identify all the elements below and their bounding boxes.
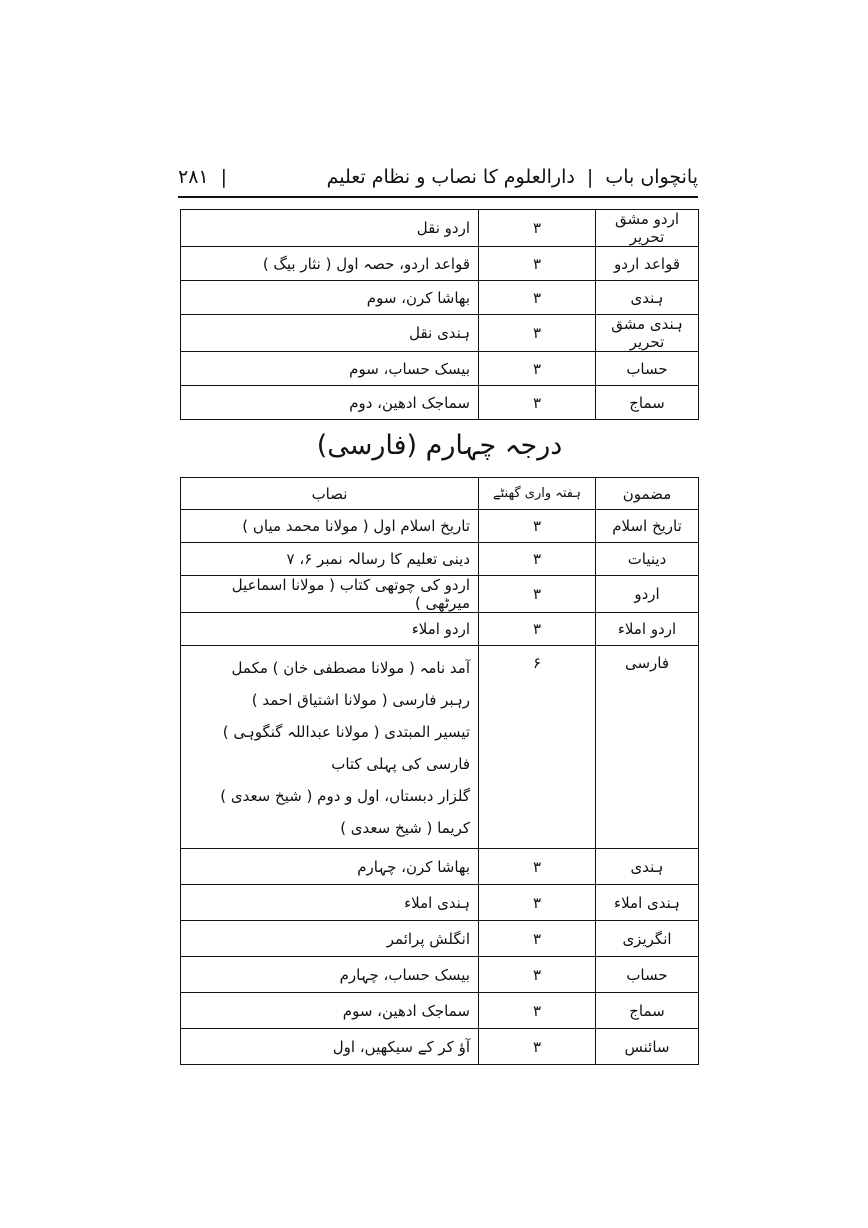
hours-cell: ۳ xyxy=(479,210,596,247)
subject-cell: سماج xyxy=(596,993,699,1029)
hours-cell: ۳ xyxy=(479,576,596,613)
subject-cell: دینیات xyxy=(596,543,699,576)
hours-cell: ۳ xyxy=(479,921,596,957)
curriculum-cell: ہندی املاء xyxy=(181,885,479,921)
subject-cell: حساب xyxy=(596,352,699,386)
subject-cell: ہندی مشق تحریر xyxy=(596,315,699,352)
table-row xyxy=(181,247,699,281)
subject-cell: حساب xyxy=(596,957,699,993)
table-row xyxy=(181,921,699,957)
header-separator: | xyxy=(220,166,228,188)
table-row xyxy=(181,386,699,420)
header-title-group xyxy=(327,166,698,188)
book-section-title: دارالعلوم کا نصاب و نظام تعلیم xyxy=(326,166,575,188)
curriculum-cell: دینی تعلیم کا رسالہ نمبر ۶، ۷ xyxy=(181,543,479,576)
subject-cell: اردو املاء xyxy=(596,613,699,646)
table-header-row xyxy=(181,478,699,510)
table-row xyxy=(181,543,699,576)
hours-cell: ۳ xyxy=(479,510,596,543)
curriculum-cell: انگلش پرائمر xyxy=(181,921,479,957)
hours-header: ہفتہ واری گھنٹے xyxy=(479,478,596,510)
subject-cell: ہندی xyxy=(596,281,699,315)
subject-cell: انگریزی xyxy=(596,921,699,957)
curriculum-cell: ہندی نقل xyxy=(181,315,479,352)
curriculum-cell: بیسک حساب، سوم xyxy=(181,352,479,386)
curriculum-cell: آؤ کر کے سیکھیں، اول xyxy=(181,1029,479,1065)
curriculum-table-continued xyxy=(180,209,699,420)
table-row xyxy=(181,993,699,1029)
table-row-persian xyxy=(181,646,699,849)
table-row xyxy=(181,315,699,352)
table-row xyxy=(181,613,699,646)
hours-cell: ۳ xyxy=(479,281,596,315)
table-row xyxy=(181,957,699,993)
table-row xyxy=(181,210,699,247)
hours-cell: ۳ xyxy=(479,957,596,993)
hours-cell: ۳ xyxy=(479,247,596,281)
table-row xyxy=(181,281,699,315)
curriculum-cell: بھاشا کرن، سوم xyxy=(181,281,479,315)
subject-cell: ہندی xyxy=(596,849,699,885)
table-row xyxy=(181,352,699,386)
curriculum-cell: اردو املاء xyxy=(181,613,479,646)
subject-cell: ہندی املاء xyxy=(596,885,699,921)
header-separator: | xyxy=(586,166,594,188)
table-row xyxy=(181,576,699,613)
curriculum-cell: اردو کی چوتھی کتاب ( مولانا اسماعیل میرٹھی ) xyxy=(181,576,479,613)
hours-cell: ۳ xyxy=(479,613,596,646)
hours-cell: ۳ xyxy=(479,849,596,885)
book-item: آمد نامہ ( مولانا مصطفی خان ) مکمل xyxy=(231,659,470,677)
book-item: تیسیر المبتدی ( مولانا عبداللہ گنگوہی ) xyxy=(222,723,470,741)
curriculum-cell-multiline xyxy=(181,646,479,849)
hours-cell: ۳ xyxy=(479,1029,596,1065)
page-number: ۲۸۱ xyxy=(178,166,209,188)
book-item: فارسی کی پہلی کتاب xyxy=(331,755,470,773)
curriculum-cell: تاریخ اسلام اول ( مولانا محمد میاں ) xyxy=(181,510,479,543)
book-item: رہبر فارسی ( مولانا اشتیاق احمد ) xyxy=(251,691,470,709)
book-item: کریما ( شیخ سعدی ) xyxy=(340,819,470,837)
section-heading: درجہ چہارم (فارسی) xyxy=(316,430,563,461)
hours-cell: ۳ xyxy=(479,386,596,420)
chapter-label: پانچواں باب xyxy=(605,166,698,188)
subject-cell: فارسی xyxy=(596,646,699,849)
table-row xyxy=(181,885,699,921)
page-number-group xyxy=(178,166,233,188)
hours-cell: ۶ xyxy=(479,646,596,849)
table-row xyxy=(181,849,699,885)
curriculum-cell: اردو نقل xyxy=(181,210,479,247)
header-rule xyxy=(178,196,698,198)
subject-header: مضمون xyxy=(596,478,699,510)
hours-cell: ۳ xyxy=(479,315,596,352)
hours-cell: ۳ xyxy=(479,543,596,576)
subject-cell: سائنس xyxy=(596,1029,699,1065)
running-header xyxy=(178,160,698,194)
curriculum-table-grade-4 xyxy=(180,477,699,1065)
book-item: گلزار دبستاں، اول و دوم ( شیخ سعدی ) xyxy=(220,787,470,805)
subject-cell: اردو xyxy=(596,576,699,613)
curriculum-cell: بھاشا کرن، چہارم xyxy=(181,849,479,885)
book-list xyxy=(189,646,470,848)
hours-cell: ۳ xyxy=(479,993,596,1029)
subject-cell: اردو مشق تحریر xyxy=(596,210,699,247)
curriculum-cell: سماجک ادھین، دوم xyxy=(181,386,479,420)
subject-cell: قواعد اردو xyxy=(596,247,699,281)
table-row xyxy=(181,510,699,543)
hours-cell: ۳ xyxy=(479,352,596,386)
curriculum-cell: بیسک حساب، چہارم xyxy=(181,957,479,993)
table-row xyxy=(181,1029,699,1065)
curriculum-cell: سماجک ادھین، سوم xyxy=(181,993,479,1029)
subject-cell: تاریخ اسلام xyxy=(596,510,699,543)
curriculum-cell: قواعد اردو، حصہ اول ( نثار بیگ ) xyxy=(181,247,479,281)
subject-cell: سماج xyxy=(596,386,699,420)
curriculum-header: نصاب xyxy=(181,478,479,510)
hours-cell: ۳ xyxy=(479,885,596,921)
